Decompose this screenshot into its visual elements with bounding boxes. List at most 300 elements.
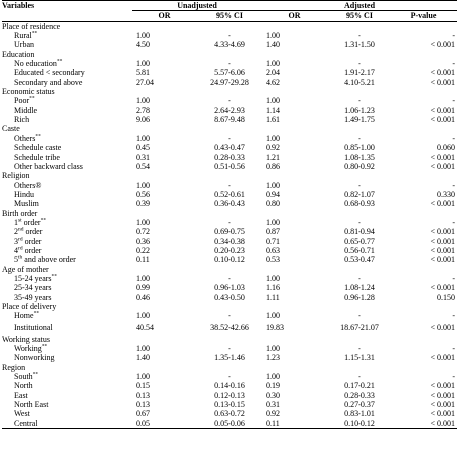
adjusted-ci-cell: 0.56-0.71 [344,245,375,255]
reference-marker: ** [31,30,38,37]
adjusted-ci-cell: 1.08-1.24 [344,283,375,293]
unadjusted-ci-cell: 0.43-0.50 [214,292,245,302]
unadjusted-or-cell: 40.54 [136,323,154,333]
pvalue-cell: < 0.001 [430,227,455,237]
pvalue-cell: < 0.001 [430,105,455,115]
row-label [2,153,132,162]
row-label-text: Schedule tribe [14,152,60,162]
pvalue-header: P-value [392,11,457,21]
pvalue-cell: - [452,372,455,382]
row-label [2,255,132,264]
row-label-text: Others® [14,180,42,190]
aor-header: OR [262,11,327,21]
adjusted-or-cell: 1.23 [266,353,280,363]
category-label: Working status [2,334,51,344]
unadjusted-or-cell: 1.00 [136,31,150,41]
row-label [2,409,132,418]
table-row [2,190,457,199]
table-row [2,199,457,208]
pvalue-cell: < 0.001 [430,40,455,50]
table-row [2,255,457,264]
unadjusted-or-cell: 0.11 [136,255,150,265]
table-row [2,59,457,68]
table-row [2,353,457,362]
table-row [2,78,457,87]
adjusted-or-cell: 1.40 [266,40,280,50]
pvalue-cell: < 0.001 [392,419,457,429]
table-row [2,321,457,335]
pvalue-cell: < 0.001 [430,199,455,209]
table-row [2,381,457,390]
adjusted-or-cell: 0.87 [266,227,280,237]
pvalue-cell: - [452,180,455,190]
table-row [2,115,457,124]
adjusted-ci-cell: 0.27-0.37 [344,400,375,410]
adjusted-ci-cell: 1.31-1.50 [344,40,375,50]
row-label-text: East [14,390,28,400]
pvalue-cell: < 0.001 [430,115,455,125]
unadjusted-or-cell: 0.13 [136,390,150,400]
unadjusted-ci-cell: - [228,59,231,69]
adjusted-ci-cell: - [358,372,361,382]
adjusted-or-cell: 1.00 [266,59,280,69]
adjusted-or-cell: 0.94 [266,189,280,199]
pvalue-cell: < 0.001 [430,353,455,363]
pvalue-cell: < 0.001 [430,409,455,419]
unadjusted-ci-cell: 0.10-0.12 [214,255,245,265]
row-label-text: Schedule caste [14,143,62,153]
reference-marker: ** [29,95,35,102]
pvalue-cell: < 0.001 [430,323,455,333]
adjusted-ci-cell: 0.17-0.21 [344,381,375,391]
table-row [2,153,457,162]
category-label: Caste [2,124,20,134]
row-label [2,190,132,199]
unadjusted-ci-cell: 4.33-4.69 [214,40,245,50]
category-row [2,363,457,372]
unadjusted-ci-cell: - [228,180,231,190]
unadjusted-ci-cell: 0.52-0.61 [214,189,245,199]
adjusted-or-cell: 0.80 [266,199,280,209]
unadjusted-or-cell: 1.00 [136,372,150,382]
adjusted-or-cell: 4.62 [266,77,280,87]
row-label [2,40,132,49]
unadjusted-or-cell: 1.00 [136,217,150,227]
unadjusted-or-cell: 1.00 [136,311,150,321]
unadjusted-ci-cell: 0.13-0.15 [214,400,245,410]
row-label-text: No education [14,59,57,69]
pvalue-cell: - [452,311,455,321]
pvalue-cell: < 0.001 [430,255,455,265]
adjusted-or-cell: 1.21 [266,152,280,162]
category-label: Birth order [2,208,38,218]
adjusted-ci-cell: - [358,344,361,354]
row-label-text: and above order [22,255,76,265]
header-row-groups [2,1,457,11]
unadjusted-ci-cell: - [228,133,231,143]
adjusted-or-cell: 2.04 [266,68,280,78]
unadjusted-or-cell: 0.46 [136,292,150,302]
unadjusted-or-cell: 0.56 [136,189,150,199]
adjusted-or-cell: 1.00 [266,217,280,227]
category-row [2,171,457,180]
adjusted-ci-cell: 1.06-1.23 [344,105,375,115]
ordinal-suffix: st [18,217,22,224]
adjusted-or-cell: 0.11 [262,419,327,429]
adjusted-ci-cell: 0.81-0.94 [344,227,375,237]
adjusted-ci-cell: - [358,311,361,321]
unadjusted-or-cell: 1.00 [136,344,150,354]
row-label-text: Middle [14,105,38,115]
adjusted-or-cell: 1.14 [266,105,280,115]
row-label-text: Urban [14,40,34,50]
unadjusted-ci-cell: 0.43-0.47 [214,143,245,153]
pvalue-cell: - [452,344,455,354]
row-label [2,143,132,152]
unadjusted-ci-cell: 0.28-0.33 [214,152,245,162]
row-label-text: order [23,227,43,237]
pvalue-cell: < 0.001 [430,245,455,255]
category-label: Region [2,362,26,372]
ordinal-number: 4 [14,245,18,255]
unadjusted-ci-cell: 5.57-6.06 [214,68,245,78]
adjusted-ci-cell: 0.53-0.47 [344,255,375,265]
ordinal-number: 3 [14,236,18,246]
row-label [2,274,132,283]
unadjusted-ci-cell: 0.14-0.16 [214,381,245,391]
table-row [2,293,457,302]
unadjusted-ci-cell: 0.36-0.43 [214,199,245,209]
row-label [2,381,132,390]
table-row [2,419,457,429]
reference-marker: ** [41,343,48,350]
ordinal-number: 5 [14,255,18,265]
unadjusted-ci-cell: 0.96-1.03 [214,283,245,293]
table-row [2,68,457,77]
row-label-text: order [22,245,42,255]
table-row [2,283,457,292]
adjusted-ci-cell: - [358,133,361,143]
adjusted-ci-cell: 0.80-0.92 [344,161,375,171]
unadjusted-ci-cell: - [228,96,231,106]
row-label-text: North [14,381,33,391]
unadjusted-ci-cell: 2.64-2.93 [214,105,245,115]
row-label [2,400,132,409]
unadjusted-or-cell: 0.67 [136,409,150,419]
table-row [2,181,457,190]
category-label: Place of delivery [2,302,57,311]
unadjusted-ci-cell: - [228,217,231,227]
pvalue-cell: 0.150 [437,292,455,302]
table-row [2,40,457,49]
row-label [2,283,132,292]
category-label: Education [2,49,35,59]
unadjusted-ci-cell: - [228,273,231,283]
adjusted-ci-cell: 1.49-1.75 [344,115,375,125]
pvalue-cell: - [452,31,455,41]
category-row [2,21,457,31]
row-label-text: Nonworking [14,353,55,363]
pvalue-cell: < 0.001 [430,152,455,162]
pvalue-cell: - [452,217,455,227]
reference-marker: ** [32,371,39,378]
unadjusted-ci-cell: - [228,372,231,382]
table-row [2,143,457,152]
variables-subheader [2,11,132,21]
adjusted-or-cell: 1.00 [266,273,280,283]
odds-ratio-table [2,0,457,429]
row-label [2,311,132,320]
category-label: Religion [2,171,30,181]
adjusted-ci-cell: 0.83-1.01 [344,409,375,419]
unadjusted-or-cell: 5.81 [136,68,150,78]
row-label [2,78,132,87]
category-row [2,209,457,218]
unadjusted-or-cell: 0.72 [136,227,150,237]
row-label [2,134,132,143]
unadjusted-or-cell: 27.04 [136,77,154,87]
adjusted-or-cell: 0.92 [266,409,280,419]
adjusted-ci-cell: - [358,59,361,69]
reference-marker: ** [35,133,41,140]
table-row [2,246,457,255]
row-label [2,31,132,40]
pvalue-cell: < 0.001 [430,68,455,78]
unadjusted-or-cell: 4.50 [136,40,150,50]
unadjusted-or-cell: 0.05 [132,419,197,429]
adjusted-ci-cell: 0.68-0.93 [344,199,375,209]
row-label-text: Working [14,344,42,354]
pvalue-cell: < 0.001 [430,236,455,246]
adjusted-or-cell: 19.83 [266,323,284,333]
unadjusted-ci-cell: 0.51-0.56 [214,161,245,171]
reference-marker: ** [56,58,63,65]
row-label [2,321,132,335]
unadjusted-header: Unadjusted [132,1,262,11]
row-label-text: West [14,409,30,419]
row-label [2,372,132,381]
adjusted-ci-cell: - [358,96,361,106]
adjusted-header: Adjusted [262,1,457,11]
unadjusted-ci-cell: 0.63-0.72 [214,409,245,419]
row-label-text: Central [14,418,38,428]
unadjusted-or-cell: 0.39 [136,199,150,209]
unadjusted-ci-cell: 0.34-0.38 [214,236,245,246]
row-label-text: Muslim [14,199,39,209]
unadjusted-ci-cell: 0.69-0.75 [214,227,245,237]
unadjusted-or-cell: 0.45 [136,143,150,153]
pvalue-cell: 0.060 [437,143,455,153]
unadjusted-or-cell: 1.40 [136,353,150,363]
table-row [2,218,457,227]
category-row [2,87,457,96]
pvalue-cell: < 0.001 [430,283,455,293]
row-label-text: Rich [14,115,30,125]
category-row [2,302,457,311]
reference-marker: ** [51,273,58,280]
pvalue-cell: 0.330 [437,189,455,199]
row-label-text: Educated < secondary [14,68,85,78]
ci-header: 95% CI [197,11,262,21]
unadjusted-or-cell: 0.22 [136,245,150,255]
row-label [2,68,132,77]
row-label-text: 25-34 years [14,283,52,293]
adjusted-ci-cell: - [358,31,361,41]
row-label-text: Others [14,133,36,143]
row-label [2,59,132,68]
adjusted-or-cell: 0.92 [266,143,280,153]
table-row [2,344,457,353]
adjusted-or-cell: 0.31 [266,400,280,410]
category-row [2,265,457,274]
unadjusted-or-cell: 0.13 [136,400,150,410]
adjusted-ci-cell: 0.85-1.00 [344,143,375,153]
adjusted-or-cell: 1.11 [266,292,280,302]
adjusted-ci-cell: 1.08-1.35 [344,152,375,162]
row-label [2,115,132,124]
row-label [2,391,132,400]
adjusted-or-cell: 0.86 [266,161,280,171]
unadjusted-ci-cell: 8.67-9.48 [214,115,245,125]
adjusted-ci-cell: - [358,217,361,227]
row-label-text: North East [14,400,49,410]
row-label [2,419,132,429]
adjusted-ci-cell: - [358,180,361,190]
ordinal-suffix: rd [18,235,23,242]
category-row [2,124,457,133]
row-label [2,199,132,208]
adjusted-or-cell: 0.19 [266,381,280,391]
unadjusted-ci-cell: 38.52-42.66 [210,323,249,333]
unadjusted-ci-cell: - [228,31,231,41]
table-row [2,162,457,171]
unadjusted-or-cell: 1.00 [136,96,150,106]
unadjusted-or-cell: 1.00 [136,273,150,283]
header-row-columns [2,11,457,21]
unadjusted-or-cell: 1.00 [136,59,150,69]
table-row [2,134,457,143]
ordinal-suffix: nd [18,226,24,233]
row-label-text: 15-24 years [14,273,52,283]
table-row [2,391,457,400]
row-label-text: Rural [14,31,32,41]
row-label [2,96,132,105]
adjusted-or-cell: 1.00 [266,311,280,321]
pvalue-cell: - [452,96,455,106]
unadjusted-or-cell: 1.00 [136,180,150,190]
unadjusted-ci-cell: 1.35-1.46 [214,353,245,363]
adjusted-or-cell: 1.00 [266,180,280,190]
adjusted-or-cell: 1.16 [266,283,280,293]
unadjusted-or-cell: 0.15 [136,381,150,391]
row-label [2,344,132,353]
adjusted-or-cell: 0.71 [266,236,280,246]
row-label [2,353,132,362]
row-label-text: order [22,236,42,246]
unadjusted-or-cell: 0.36 [136,236,150,246]
ordinal-number: 2 [14,227,18,237]
variables-header: Variables [2,1,132,11]
unadjusted-or-cell: 0.99 [136,283,150,293]
reference-marker: ** [33,310,40,317]
adjusted-or-cell: 1.00 [266,344,280,354]
adjusted-or-cell: 1.61 [266,115,280,125]
table-row [2,106,457,115]
adjusted-ci-cell: 0.82-1.07 [344,189,375,199]
adjusted-ci-cell: 0.65-0.77 [344,236,375,246]
table-row [2,311,457,320]
table-row [2,409,457,418]
row-label-text: Other backward class [14,161,83,171]
category-label: Age of mother [2,264,49,274]
category-label: Place of residence [2,21,61,31]
adjusted-ci-cell: 0.96-1.28 [344,292,375,302]
table-row [2,31,457,40]
ordinal-number: 1 [14,217,18,227]
pvalue-cell: < 0.001 [430,400,455,410]
pvalue-cell: < 0.001 [430,381,455,391]
unadjusted-or-cell: 2.78 [136,105,150,115]
category-label: Economic status [2,87,55,97]
adjusted-ci-cell: - [358,273,361,283]
adjusted-or-cell: 0.63 [266,245,280,255]
row-label-text: Hindu [14,189,34,199]
unadjusted-ci-cell: 24.97-29.28 [210,77,249,87]
ordinal-suffix: rd [18,245,23,252]
row-label-text: Poor [14,96,30,106]
adjusted-or-cell: 1.00 [266,133,280,143]
reference-marker: ** [40,217,47,224]
row-label-text: 35-49 years [14,292,52,302]
adjusted-ci-cell: 4.10-5.21 [344,77,375,87]
pvalue-cell: - [452,133,455,143]
ordinal-suffix: th [18,254,23,261]
adjusted-ci-cell: 0.10-0.12 [327,419,392,429]
pvalue-cell: < 0.001 [430,390,455,400]
row-label-text: Institutional [14,323,53,333]
category-row [2,50,457,59]
table-body [2,21,457,428]
unadjusted-ci-cell: 0.12-0.13 [214,390,245,400]
unadjusted-or-cell: 9.06 [136,115,150,125]
aci-header: 95% CI [327,11,392,21]
unadjusted-ci-cell: 0.05-0.06 [197,419,262,429]
pvalue-cell: - [452,59,455,69]
adjusted-or-cell: 0.53 [266,255,280,265]
or-header: OR [132,11,197,21]
adjusted-ci-cell: 0.28-0.33 [344,390,375,400]
adjusted-or-cell: 1.00 [266,372,280,382]
row-label-text: Home [14,311,34,321]
unadjusted-or-cell: 1.00 [136,133,150,143]
row-label-text: Secondary and above [14,77,83,87]
table-row [2,96,457,105]
unadjusted-ci-cell: - [228,344,231,354]
adjusted-or-cell: 1.00 [266,96,280,106]
adjusted-ci-cell: 1.15-1.31 [344,353,375,363]
row-label-text: South [14,372,33,382]
pvalue-cell: < 0.001 [430,77,455,87]
table-row [2,372,457,381]
category-row [2,335,457,344]
table-row [2,274,457,283]
row-label [2,181,132,190]
pvalue-cell: < 0.001 [430,161,455,171]
row-label [2,106,132,115]
adjusted-ci-cell: 1.91-2.17 [344,68,375,78]
row-label [2,162,132,171]
table-row [2,400,457,409]
